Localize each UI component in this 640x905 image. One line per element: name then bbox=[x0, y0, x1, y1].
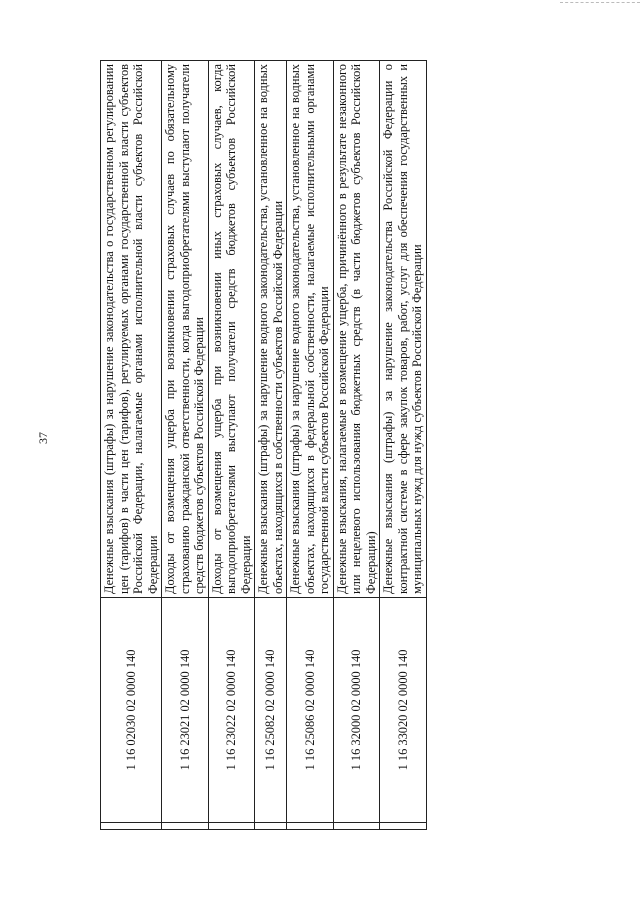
classification-code: 1 16 23022 02 0000 140 bbox=[208, 598, 255, 823]
blank-cell bbox=[255, 823, 287, 830]
income-description: Денежные взыскания (штрафы) за нарушение законодательства о государственном регулировании цен (тарифов) в части цен (тарифов), регулируемых органами государственной власти субъектов Российской Федерации, налагаемые органами исполнительной власти субъектов Российской Федерации bbox=[101, 61, 162, 598]
budget-classification-table bbox=[100, 60, 427, 830]
table-row bbox=[208, 61, 255, 830]
income-description: Доходы от возмещения ущерба при возникновении страховых случаев по обязательному страхованию гражданской ответственности, когда выгодоприобретателями выступают получатели средств бюджетов субъектов Российской Федерации bbox=[162, 61, 209, 598]
blank-cell bbox=[287, 823, 334, 830]
classification-code: 1 16 02030 02 0000 140 bbox=[101, 598, 162, 823]
table-row bbox=[380, 61, 427, 830]
blank-cell bbox=[101, 823, 162, 830]
blank-cell bbox=[333, 823, 380, 830]
income-description: Денежные взыскания (штрафы) за нарушение водного законодательства, установленное на водных объектах, находящихся в федеральной собственности, налагаемые исполнительными органами государственной власти субъектов Российской Федерации bbox=[287, 61, 334, 598]
blank-cell bbox=[380, 823, 427, 830]
income-description: Доходы от возмещения ущерба при возникновении иных страховых случаев, когда выгодоприобретателями выступают получатели средств бюджетов субъектов Российской Федерации bbox=[208, 61, 255, 598]
rotated-page-content bbox=[100, 60, 535, 830]
classification-code: 1 16 32000 02 0000 140 bbox=[333, 598, 380, 823]
classification-code: 1 16 25086 02 0000 140 bbox=[287, 598, 334, 823]
table-body bbox=[101, 61, 427, 830]
table-row bbox=[255, 61, 287, 830]
classification-code: 1 16 25082 02 0000 140 bbox=[255, 598, 287, 823]
income-description: Денежные взыскания (штрафы) за нарушение водного законодательства, установленное на водных объектах, находящихся в собственности субъектов Российской Федерации bbox=[255, 61, 287, 598]
table-row bbox=[287, 61, 334, 830]
income-description: Денежные взыскания (штрафы) за нарушение законодательства Российской Федерации о контрактной системе в сфере закупок товаров, работ, услуг для обеспечения государственных и муниципальных нужд для нужд субъектов Российской Федерации bbox=[380, 61, 427, 598]
blank-cell bbox=[208, 823, 255, 830]
table-row bbox=[162, 61, 209, 830]
blank-cell bbox=[162, 823, 209, 830]
classification-code: 1 16 23021 02 0000 140 bbox=[162, 598, 209, 823]
page-number: 37 bbox=[36, 432, 50, 444]
scan-edge-mark bbox=[560, 2, 640, 11]
table-row bbox=[101, 61, 162, 830]
income-description: Денежные взыскания, налагаемые в возмещение ущерба, причинённого в результате незаконного или нецелевого использования бюджетных средств (в части бюджетов субъектов Российской Федерации) bbox=[333, 61, 380, 598]
table-row bbox=[333, 61, 380, 830]
classification-code: 1 16 33020 02 0000 140 bbox=[380, 598, 427, 823]
